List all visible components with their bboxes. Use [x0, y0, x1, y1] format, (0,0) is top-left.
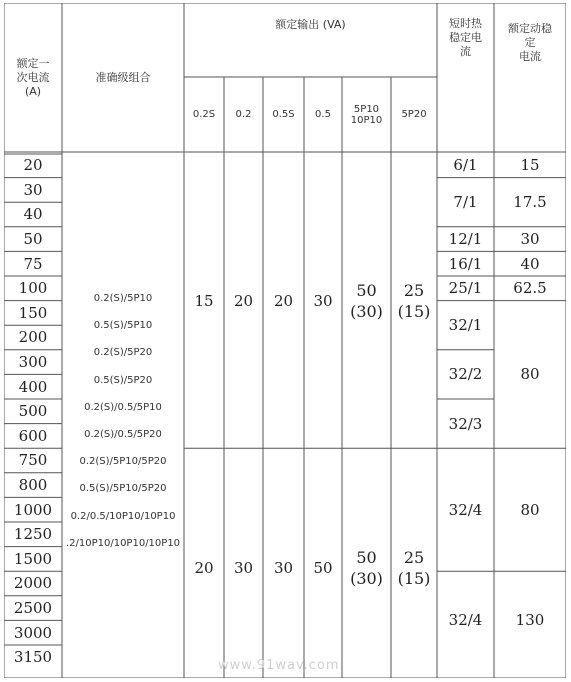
- header-output-class: 5P10 10P10: [350, 103, 383, 126]
- thermal-cell: 7/1: [453, 193, 478, 212]
- combination-item: 0.2(S)/5P20: [93, 347, 153, 359]
- current-cell: 600: [18, 426, 48, 445]
- current-cell: 200: [18, 328, 48, 347]
- dynamic-cell: 80: [520, 365, 540, 384]
- output-group2-cell: 20: [194, 559, 214, 578]
- current-cell: 2000: [13, 574, 53, 593]
- current-cell: 3150: [13, 648, 53, 667]
- current-cell: 50: [23, 230, 43, 249]
- thermal-cell: 32/3: [448, 414, 483, 433]
- dynamic-cell: 17.5: [513, 193, 547, 212]
- combination-item: 0.2(S)/5P10: [93, 293, 153, 305]
- current-cell: 150: [18, 303, 48, 322]
- thermal-cell: 25/1: [448, 279, 483, 298]
- header-rated-dynamic: 额定动稳 定 电流: [508, 22, 552, 63]
- combination-item: .2/10P10/10P10/10P10: [65, 537, 181, 549]
- header-accuracy-combination: 准确级组合: [95, 70, 151, 84]
- combination-item: 0.5(S)/5P10: [93, 320, 153, 332]
- current-cell: 100: [18, 279, 48, 298]
- current-cell: 2500: [13, 599, 53, 618]
- current-cell: 40: [23, 205, 43, 224]
- current-cell: 500: [18, 402, 48, 421]
- output-group2-cell: 30: [273, 559, 294, 578]
- current-cell: 1500: [13, 549, 53, 568]
- output-group2-cell: 25 (15): [397, 548, 431, 589]
- current-cell: 3000: [13, 623, 53, 642]
- current-cell: 30: [23, 180, 43, 199]
- output-group1-cell: 20: [273, 291, 294, 310]
- dynamic-cell: 30: [520, 230, 540, 249]
- combination-item: 0.5(S)/5P20: [93, 374, 153, 386]
- header-output-class: 0.2: [235, 109, 252, 120]
- header-output-class: 0.2S: [192, 109, 216, 120]
- current-transformer-table: [4, 3, 566, 678]
- header-output-class: 5P20: [401, 109, 427, 120]
- current-cell: 800: [18, 476, 48, 495]
- output-group1-cell: 25 (15): [397, 280, 431, 321]
- thermal-cell: 32/4: [448, 611, 483, 630]
- header-rated-primary-current: 额定一 次电流 (A): [16, 56, 50, 98]
- header-output-class: 0.5: [315, 109, 331, 120]
- thermal-cell: 32/1: [448, 316, 483, 335]
- output-group2-cell: 50: [313, 559, 333, 578]
- current-cell: 300: [18, 353, 48, 372]
- output-group1-cell: 30: [313, 291, 333, 310]
- dynamic-cell: 80: [520, 500, 540, 519]
- output-group1-cell: 50 (30): [350, 280, 383, 321]
- dynamic-cell: 62.5: [513, 279, 547, 298]
- output-group2-cell: 50 (30): [350, 548, 383, 589]
- combination-item: 0.2(S)/0.5/5P20: [84, 429, 162, 441]
- combination-item: 0.2(S)/0.5/5P10: [84, 401, 162, 413]
- output-group1-cell: 15: [194, 291, 214, 310]
- output-group1-cell: 20: [233, 291, 254, 310]
- current-cell: 75: [23, 254, 43, 273]
- header-output-class: 0.5S: [272, 109, 295, 120]
- thermal-cell: 16/1: [448, 254, 483, 273]
- thermal-cell: 32/4: [448, 500, 483, 519]
- output-group2-cell: 30: [233, 559, 254, 578]
- thermal-cell: 6/1: [453, 156, 478, 175]
- dynamic-cell: 130: [515, 611, 545, 630]
- current-cell: 20: [23, 156, 43, 175]
- current-cell: 750: [18, 451, 48, 470]
- thermal-cell: 32/2: [448, 365, 483, 384]
- combination-item: 0.2/0.5/10P10/10P10: [70, 510, 176, 522]
- combination-item: 0.5(S)/5P10/5P20: [79, 483, 167, 495]
- current-cell: 1250: [13, 525, 53, 544]
- combination-item: 0.2(S)/5P10/5P20: [79, 456, 167, 468]
- header-short-time-thermal: 短时热 稳定电 流: [449, 17, 482, 58]
- header-rated-output: 额定输出 (VA): [275, 18, 346, 31]
- current-cell: 1000: [13, 500, 53, 519]
- dynamic-cell: 15: [520, 156, 540, 175]
- dynamic-cell: 40: [520, 254, 540, 273]
- current-cell: 400: [18, 377, 48, 396]
- watermark: www.91wav.com: [218, 658, 340, 673]
- thermal-cell: 12/1: [448, 230, 483, 249]
